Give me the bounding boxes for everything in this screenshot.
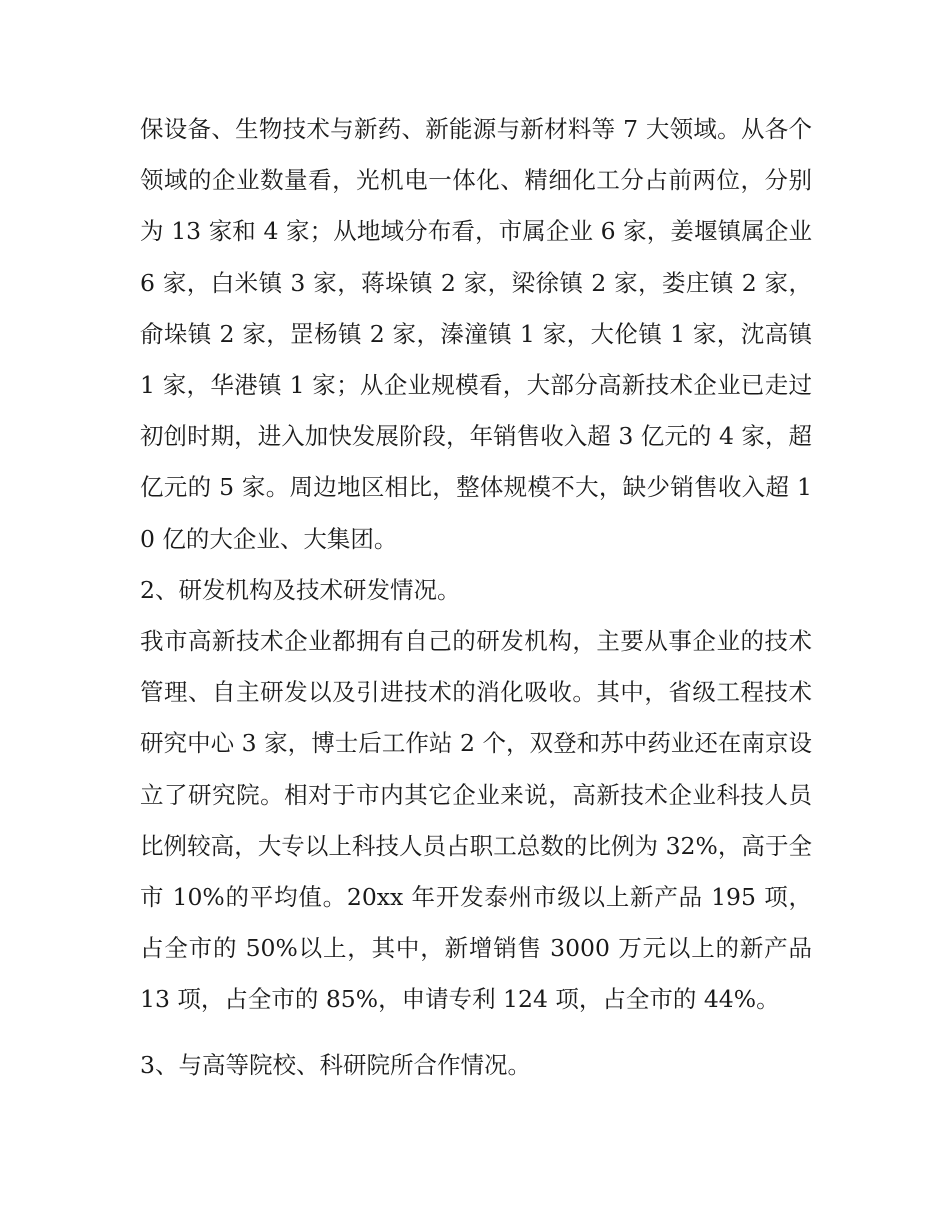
heading-rd-institutions: 2、研发机构及技术研发情况。 — [140, 575, 461, 604]
paragraph-rd-details: 我市高新技术企业都拥有自己的研发机构，主要从事企业的技术管理、自主研发以及引进技术的消化吸收。其中，省级工程技术研究中心 3 家，博士后工作站 2 个，双登和苏中药业还在南京设立了研究院。相对于市内其它企业来说，高新技术企业科技人员比例较高，大专以上科技人员占职工总数的比例为 32%，高于全市 10%的平均值。20xx 年开发泰州市级以上新产品 195 项，占全市的 50%以上，其中，新增销售 3000 万元以上的新产品 13 项，占全市的 85%，申请专利 124 项，占全市的 44%。 — [140, 627, 812, 1014]
document-body — [140, 104, 812, 1091]
heading-university-cooperation: 3、与高等院校、科研院所合作情况。 — [140, 1050, 531, 1079]
paragraph-enterprise-distribution: 保设备、生物技术与新药、新能源与新材料等 7 大领域。从各个领域的企业数量看，光机电一体化、精细化工分占前两位，分别为 13 家和 4 家；从地域分布看，市属企业 6 家，姜堰镇属企业 6 家，白米镇 3 家，蒋垛镇 2 家，梁徐镇 2 家，娄庄镇 2 家，俞垛镇 2 家，罡杨镇 2 家，溱潼镇 1 家，大伦镇 1 家，沈高镇 1 家，华港镇 1 家；从企业规模看，大部分高新技术企业已走过初创时期，进入加快发展阶段，年销售收入超 3 亿元的 4 家，超亿元的 5 家。周边地区相比，整体规模不大，缺少销售收入超 10 亿的大企业、大集团。 — [140, 115, 812, 553]
